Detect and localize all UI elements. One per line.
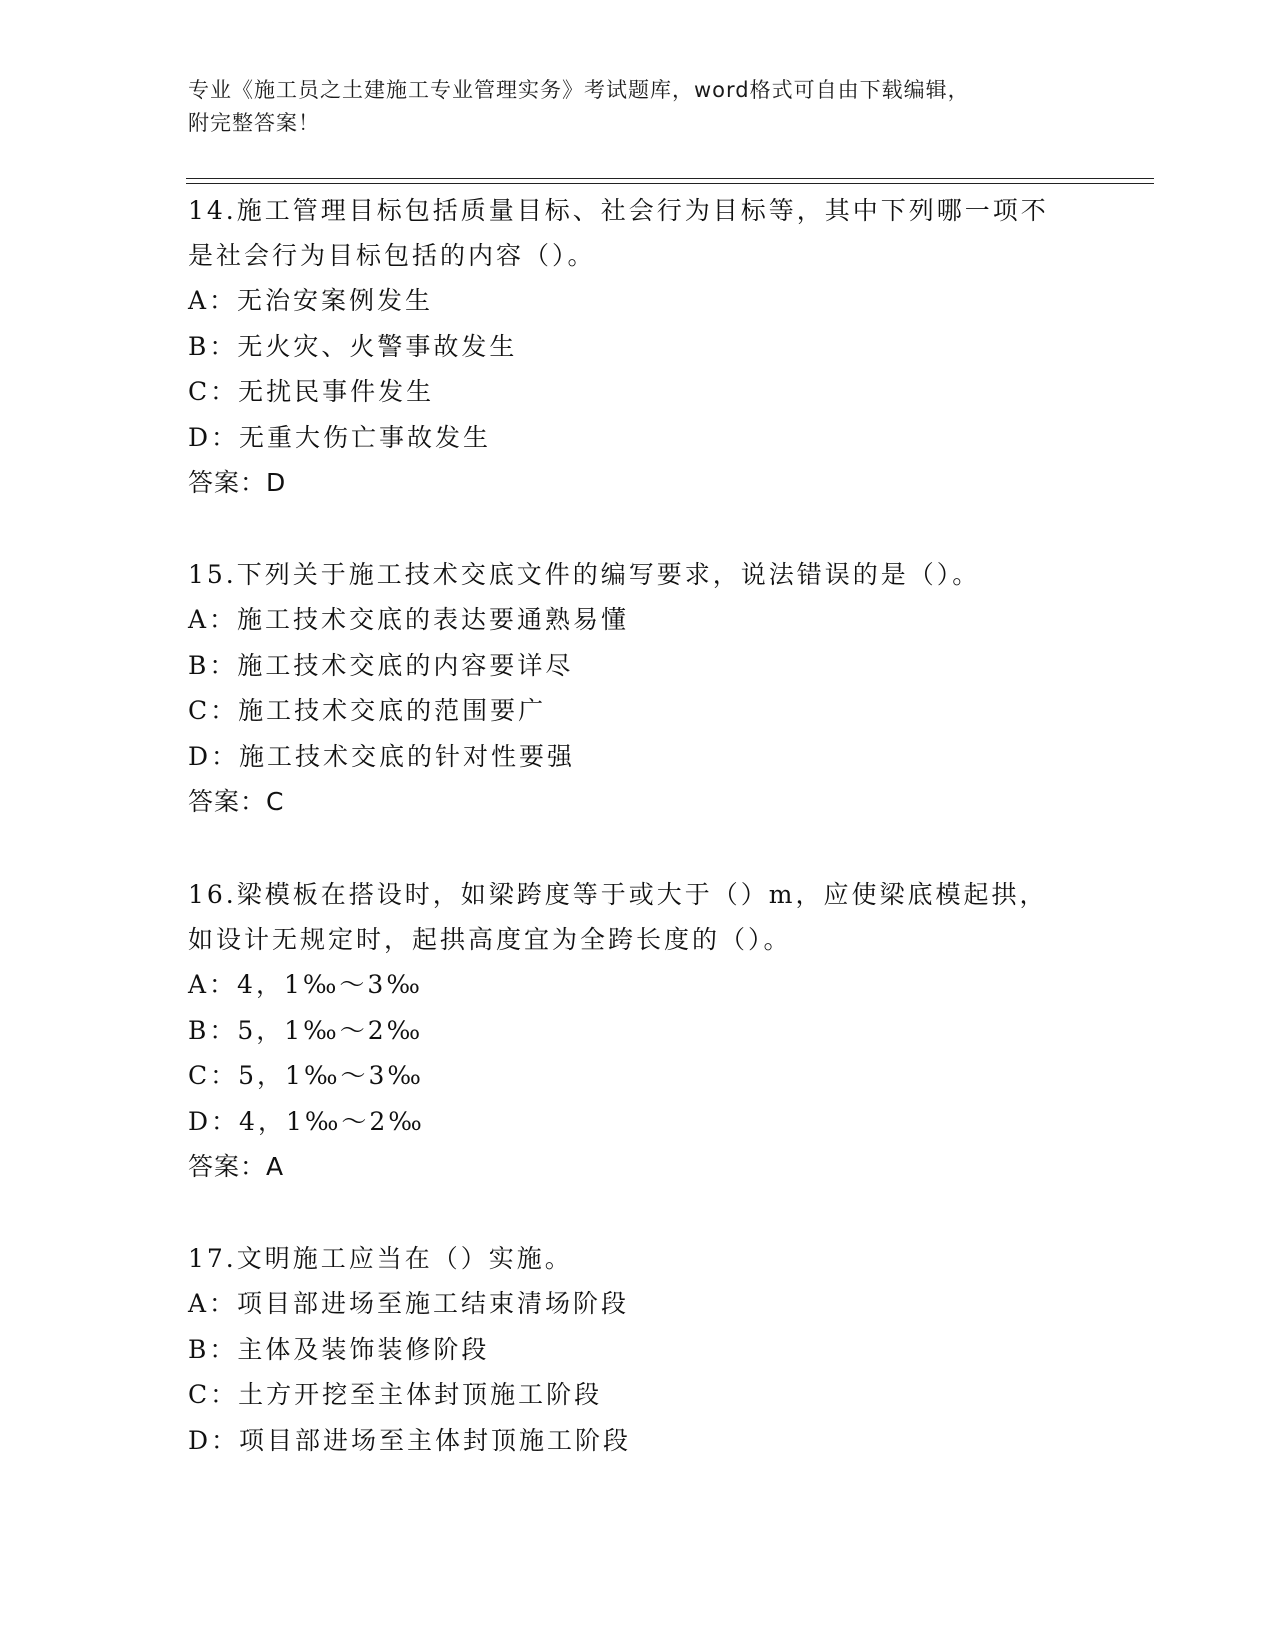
option-d: D：4，1‰～2‰ [188, 1106, 425, 1136]
question-stem-line: 15.下列关于施工技术交底文件的编写要求，说法错误的是（）。 [188, 560, 981, 589]
option-b: B：主体及装饰装修阶段 [188, 1334, 490, 1364]
option-d: D：无重大伤亡事故发生 [188, 422, 492, 452]
option-d: D：项目部进场至主体封顶施工阶段 [188, 1425, 632, 1455]
header-line-2: 附完整答案！ [188, 111, 320, 135]
option-c: C：土方开挖至主体封顶施工阶段 [188, 1380, 603, 1409]
header-divider-bottom [186, 183, 1154, 184]
option-a: A：4，1‰～3‰ [188, 970, 423, 999]
question-stem-line: 16.梁模板在搭设时，如梁跨度等于或大于（）m，应使梁底模起拱， [188, 880, 1048, 909]
option-b: B：5，1‰～2‰ [188, 1015, 424, 1045]
option-c: C：施工技术交底的范围要广 [188, 696, 547, 725]
question-stem-line: 是社会行为目标包括的内容（）。 [188, 241, 596, 270]
answer-line: 答案：C [188, 787, 285, 816]
option-c: C：5，1‰～3‰ [188, 1061, 424, 1090]
answer-line: 答案：D [188, 468, 287, 497]
document-header [188, 74, 1068, 140]
option-a: A：项目部进场至施工结束清场阶段 [188, 1289, 630, 1318]
option-b: B：无火灾、火警事故发生 [188, 331, 518, 361]
option-d: D：施工技术交底的针对性要强 [188, 741, 576, 771]
question-stem-line: 如设计无规定时，起拱高度宜为全跨长度的（）。 [188, 925, 792, 954]
option-b: B：施工技术交底的内容要详尽 [188, 650, 574, 680]
question-14 [188, 188, 1088, 505]
question-16 [188, 872, 1088, 1189]
answer-line: 答案：A [188, 1152, 285, 1181]
question-stem-line: 17.文明施工应当在（）实施。 [188, 1244, 573, 1273]
option-a: A：施工技术交底的表达要通熟易懂 [188, 605, 630, 634]
option-a: A：无治安案例发生 [188, 286, 434, 315]
question-stem-line: 14.施工管理目标包括质量目标、社会行为目标等，其中下列哪一项不 [188, 196, 1049, 225]
header-line-1: 专业《施工员之土建施工专业管理实务》考试题库，word格式可自由下载编辑， [188, 78, 970, 102]
option-c: C：无扰民事件发生 [188, 377, 435, 406]
question-15 [188, 552, 1088, 824]
question-17 [188, 1236, 1088, 1463]
header-divider-top [186, 178, 1154, 179]
